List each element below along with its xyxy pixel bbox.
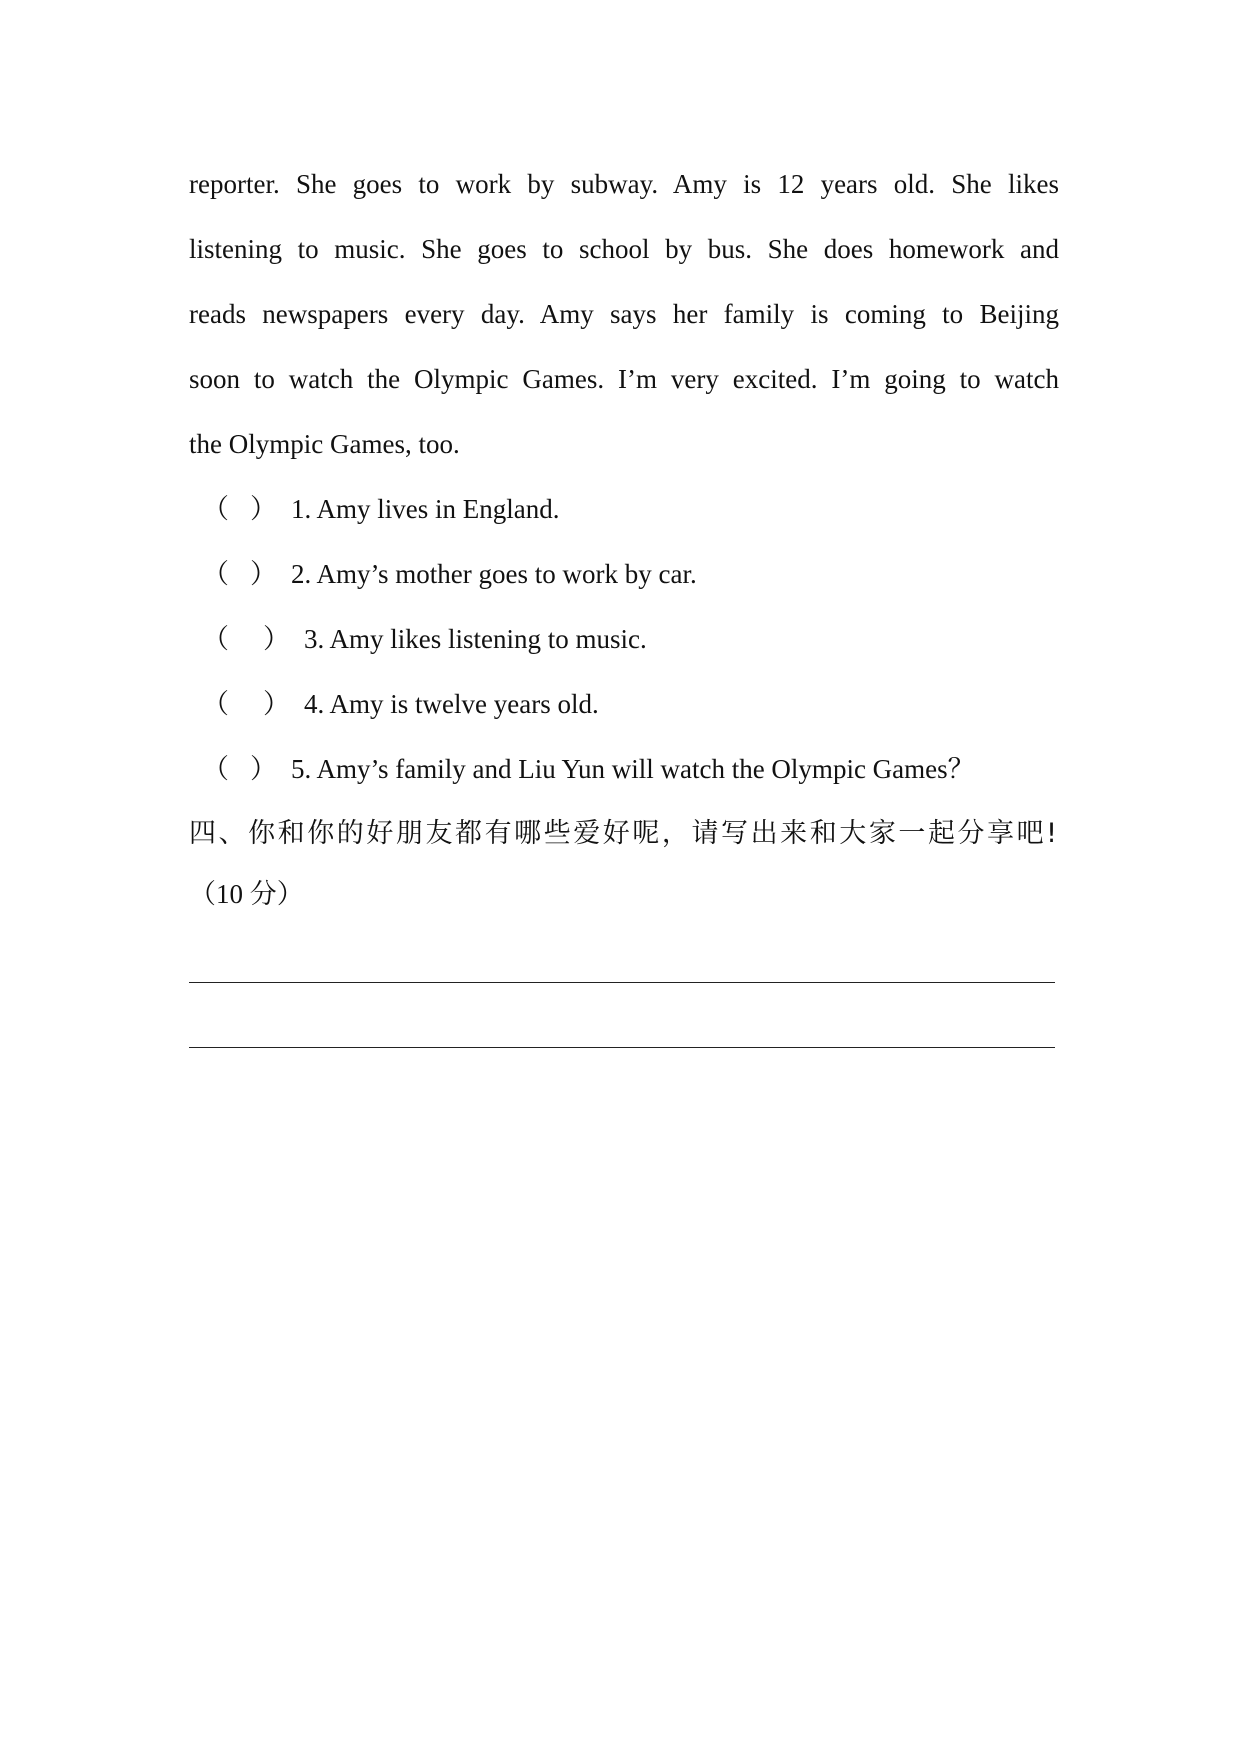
question-3 — [189, 615, 1059, 680]
passage-line-3: reads newspapers every day. Amy says her family is coming to Beijing — [189, 299, 1059, 329]
true-false-questions — [189, 485, 1059, 810]
section-four-title: 四、你和你的好朋友都有哪些爱好呢，请写出来和大家一起分享吧! — [189, 818, 1059, 849]
passage-line-1: reporter. She goes to work by subway. Amy is 12 years old. She likes — [189, 169, 1059, 199]
passage-line-2: listening to music. She goes to school by bus. She does homework and — [189, 234, 1059, 264]
answer-blank-close: ） — [263, 624, 290, 654]
question-text: 3. Amy likes listening to music. — [304, 624, 647, 654]
answer-blank-close: ） — [250, 754, 277, 784]
question-text: 5. Amy’s family and Liu Yun will watch the Olympic Games？ — [291, 754, 975, 784]
answer-blank-close: ） — [263, 689, 290, 719]
worksheet-page — [189, 160, 1059, 930]
writing-line-2[interactable] — [189, 1047, 1055, 1048]
answer-blank-close: ） — [250, 494, 277, 524]
question-1 — [189, 485, 1059, 550]
answer-blank-open: （ — [202, 559, 229, 589]
question-text: 2. Amy’s mother goes to work by car. — [291, 559, 697, 589]
question-text: 1. Amy lives in England. — [291, 494, 560, 524]
answer-blank-open: （ — [202, 494, 229, 524]
reading-passage — [189, 160, 1059, 485]
question-2 — [189, 550, 1059, 615]
answer-blank-close: ） — [250, 559, 277, 589]
answer-blank-open: （ — [202, 624, 229, 654]
answer-blank-open: （ — [202, 689, 229, 719]
section-four-score: （10 分） — [189, 879, 304, 909]
question-4 — [189, 680, 1059, 745]
writing-line-1[interactable] — [189, 982, 1055, 983]
passage-line-5: the Olympic Games, too. — [189, 429, 460, 459]
passage-line-4: soon to watch the Olympic Games. I’m very excited. I’m going to watch — [189, 364, 1059, 394]
answer-blank-open: （ — [202, 754, 229, 784]
question-text: 4. Amy is twelve years old. — [304, 689, 599, 719]
question-5 — [189, 745, 1059, 810]
